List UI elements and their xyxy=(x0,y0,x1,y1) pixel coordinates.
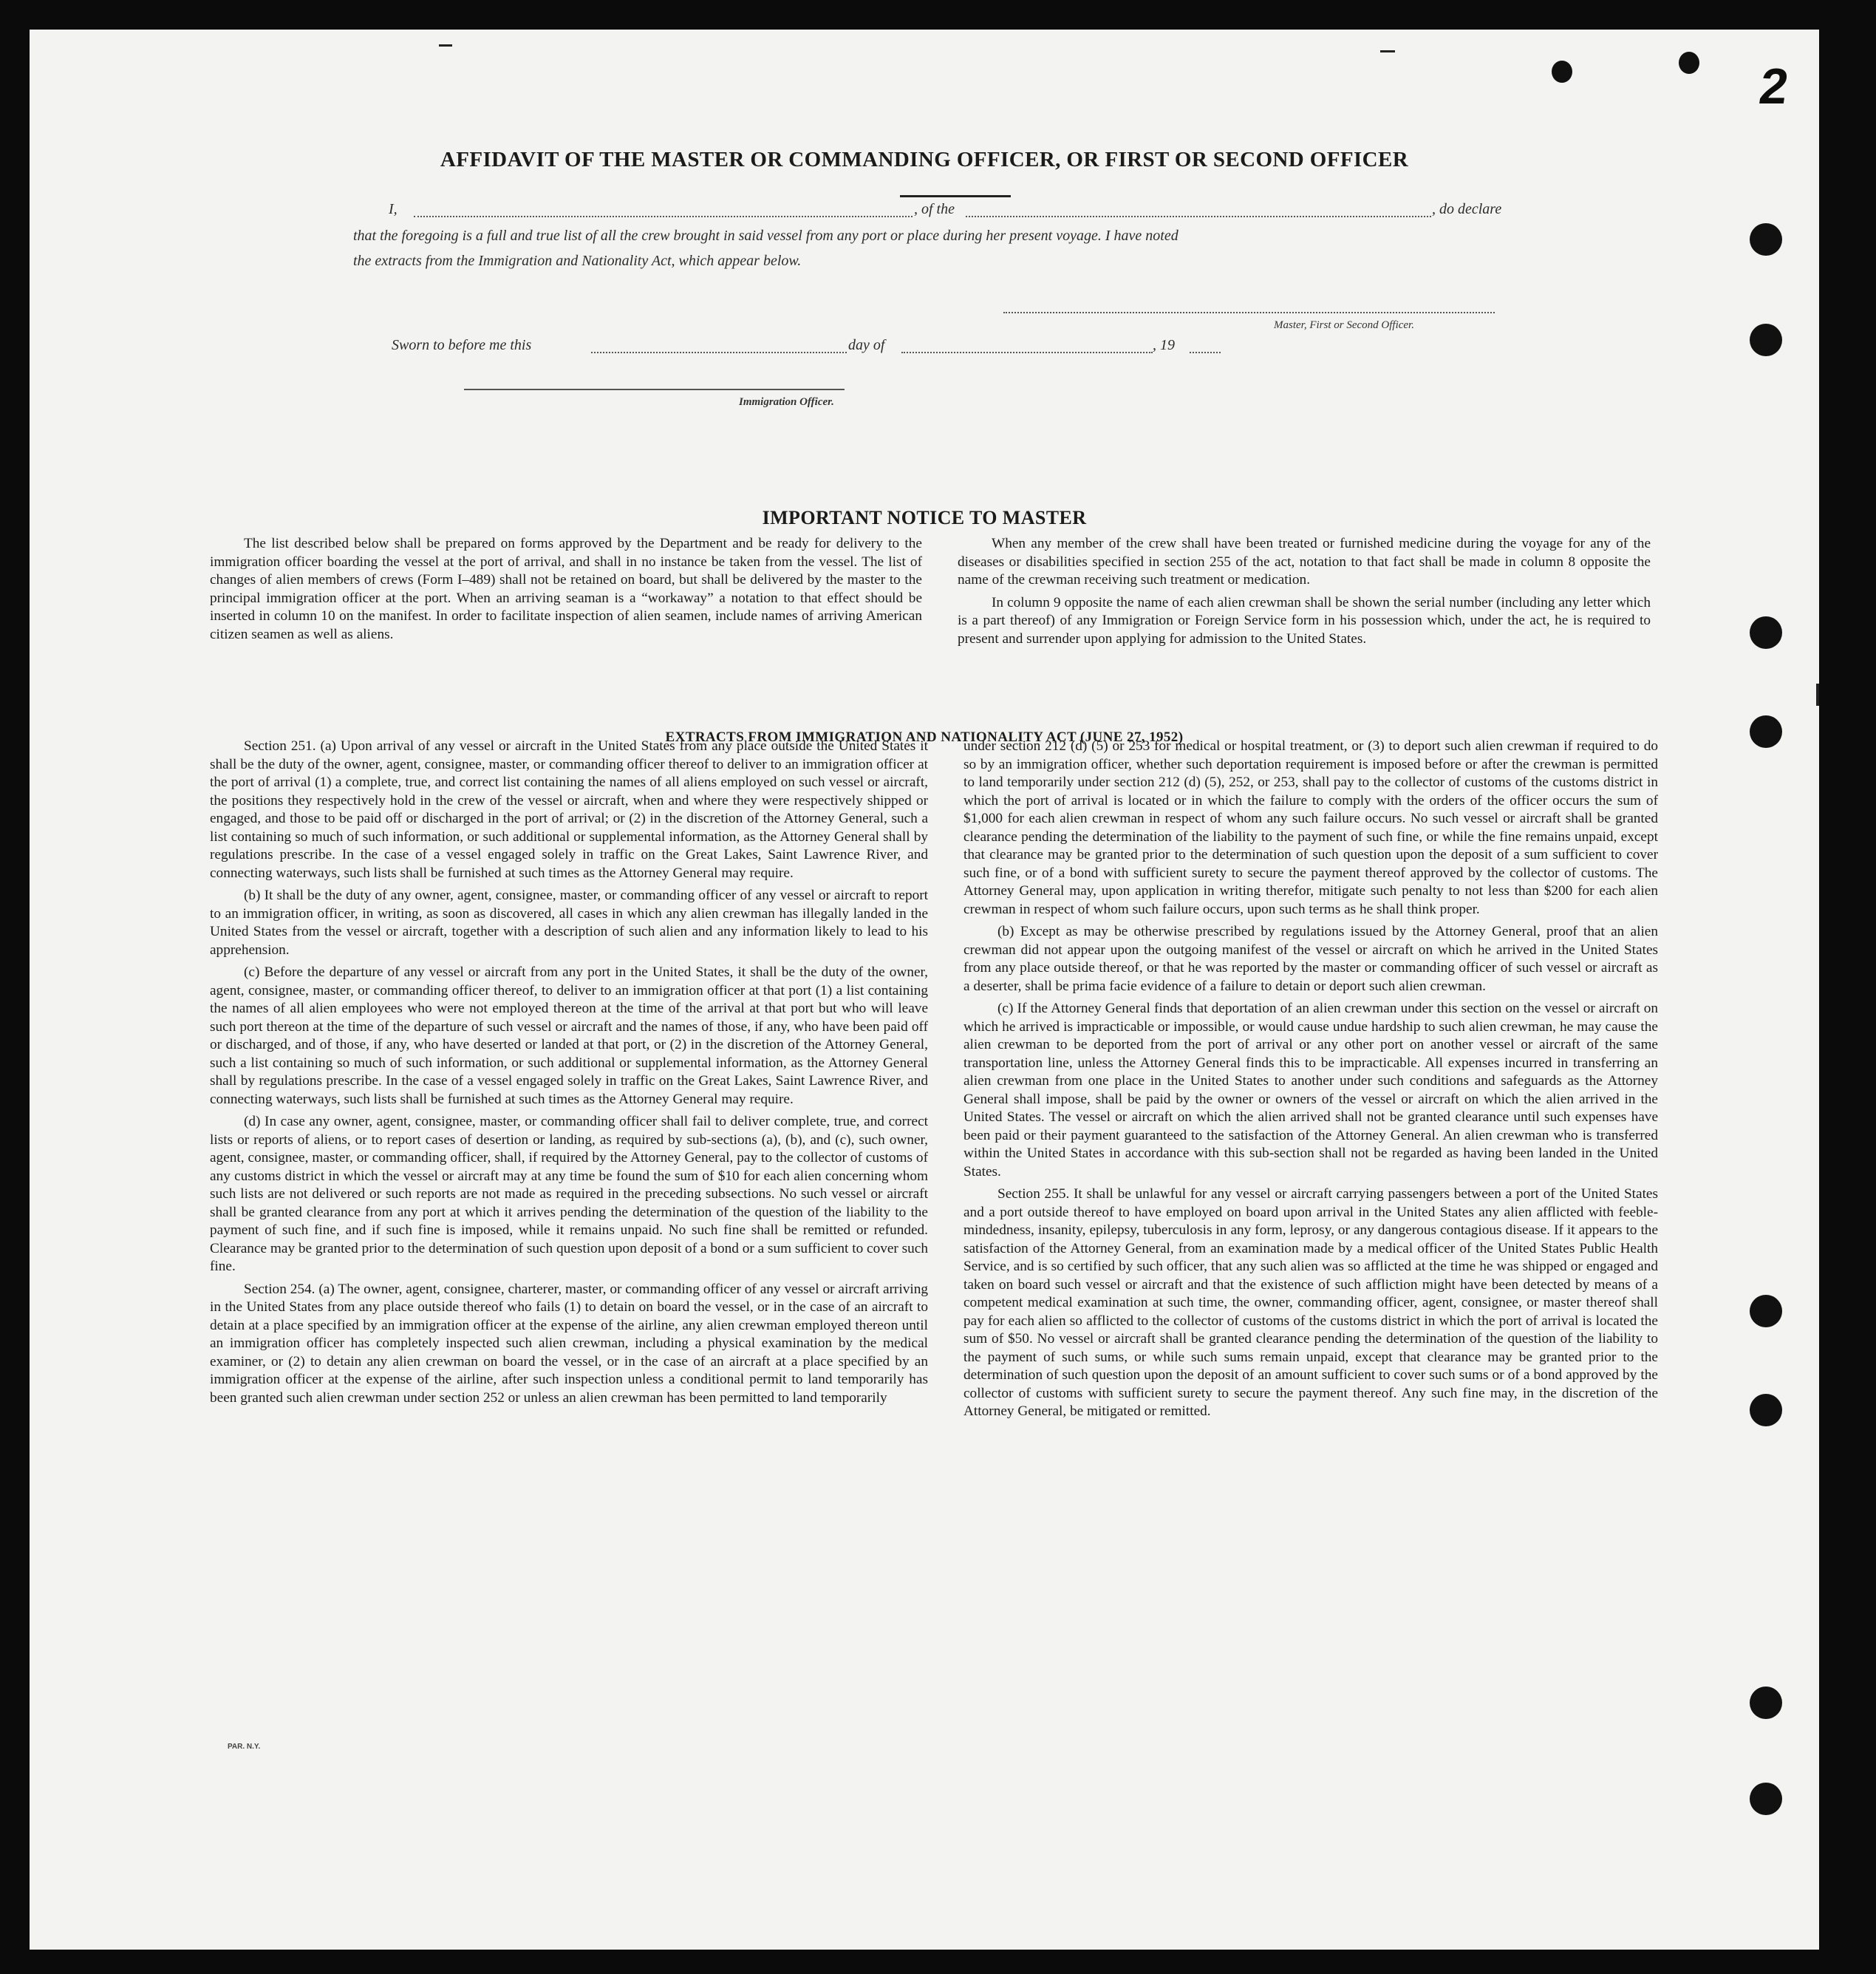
notice-right-column xyxy=(958,535,1651,653)
printer-mark: PAR. N.Y. xyxy=(228,1743,261,1751)
declarant-name-field[interactable] xyxy=(414,216,913,217)
punch-hole xyxy=(1552,61,1572,83)
punch-hole xyxy=(1750,1687,1782,1719)
of-the-label: , of the xyxy=(914,201,955,217)
vessel-name-field[interactable] xyxy=(966,216,1431,217)
scan-speck xyxy=(1380,50,1395,52)
sworn-day-field[interactable] xyxy=(591,352,847,353)
section-251-d: (d) In case any owner, agent, consignee, master, or commanding officer shall fail to deliver complete, true, and correct lists or reports of aliens, or to report cases of desertion or landing, as required by sub-sections (a), (b), and (c), such owner, agent, consignee, master, or commanding officer, shall, if required by the Attorney General, pay to the collector of customs of any customs district in which the vessel or aircraft may at any time be found the sum of $10 for each alien concerning whom such lists are not delivered or such reports are not made as required in the preceding subsections. No such vessel or aircraft shall be granted clearance from any port at which it arrives pending the determination of the question of the liability to the payment of such fine, and if such fine is imposed, while it remains unpaid. No such fine shall be remitted or refunded. Clearance may be granted prior to the determination of such question upon deposit of a bond or a sum sufficient to cover such fine. xyxy=(210,1114,929,1274)
section-254-a-continued: under section 212 (d) (5) or 253 for medical or hospital treatment, or (3) to deport such alien crewman if required to do so by an immigration officer, whether such deportation requirement is imposed before or after the crewman is permitted to land temporarily under section 212 (d) (5), 252, or 253, shall pay to the collector of customs of the customs district in which the port of arrival is located or in which the failure to comply with the orders of the officer occurs the sum of $1,000 for each alien crewman in respect of whom any such failure occurs. No such vessel or aircraft shall be granted clearance pending the determination of the liability to the payment of such fine, or while the fine remains unpaid, except that clearance may be granted prior to the determination of such question upon the deposit of a sum sufficient to cover such fine, or of a bond with sufficient surety to secure the payment thereof approved by the collector of customs. The Attorney General may, upon application in writing therefor, mitigate such penalty to not less than $200 for each alien crewman in respect of whom such failure occurs, upon such terms as he shall think proper. xyxy=(963,738,1658,917)
immigration-officer-signature-line[interactable] xyxy=(464,389,845,390)
day-of-label: day of xyxy=(848,337,885,353)
notice-title: IMPORTANT NOTICE TO MASTER xyxy=(762,507,1087,528)
master-signature-caption: Master, First or Second Officer. xyxy=(1274,319,1414,331)
punch-hole xyxy=(1750,616,1782,649)
page-number: 2 xyxy=(1756,58,1793,115)
year-label: , 19 xyxy=(1153,337,1175,353)
master-signature-field[interactable] xyxy=(1003,312,1495,313)
sworn-label: Sworn to before me this xyxy=(392,337,532,353)
section-251-a: Section 251. (a) Upon arrival of any vessel or aircraft in the United States from any place outside the United States it shall be the duty of the owner, agent, consignee, master, or commanding officer thereof to deliver to an immigration officer at the port of arrival (1) a complete, true, and correct list containing the names of all aliens employed on such vessel or aircraft, the positions they respectively hold in the crew of the vessel or aircraft, when and where they were respectively shipped or engaged, and those to be paid off or discharged in the port of arrival; or (2) in the discretion of the Attorney General, such a list containing so much of such information, or such additional or supplemental information, as the Attorney General shall by regulations prescribe. In the case of a vessel engaged solely in traffic on the Great Lakes, Saint Lawrence River, and connecting waterways, such lists shall be furnished at such times as the Attorney General may require. xyxy=(210,738,928,881)
extracts-title: EXTRACTS FROM IMMIGRATION AND NATIONALITY ACT (JUNE 27, 1952) xyxy=(665,729,1184,745)
affidavit-statement-line-2: the extracts from the Immigration and Nationality Act, which appear below. xyxy=(353,253,802,269)
scan-speck xyxy=(1816,684,1819,706)
punch-hole xyxy=(1750,1295,1782,1327)
punch-hole xyxy=(1750,1394,1782,1426)
punch-hole xyxy=(1750,223,1782,256)
declare-label: , do declare xyxy=(1432,201,1502,217)
section-254-c: (c) If the Attorney General finds that deportation of an alien crewman under this section on the vessel or aircraft on which he arrived is impracticable or impossible, or would cause undue hardship to such alien crewman, he may cause the alien crewman to be deported from the port of arrival or any other port on another vessel or aircraft of the same transportation line, unless the Attorney General finds this to be impracticable. All expenses incurred in transferring an alien crewman from one place in the United States to another under such conditions and safeguards as the Attorney General shall impose, shall be paid by the owner or owners of the vessel or aircraft on which the alien arrived in the United States. The vessel or aircraft on which the alien arrived shall not be granted clearance until such expenses have been paid or their payment guaranteed to the satisfaction of the Attorney General. An alien crewman who is transferred within the United States in accordance with this sub-section shall not be regarded as having been landed in the United States. xyxy=(963,1001,1658,1180)
scan-speck xyxy=(439,44,452,47)
affidavit-statement-line-1: that the foregoing is a full and true list of all the crew brought in said vessel from any port or place during her present voyage. I have noted xyxy=(353,228,1179,244)
section-251-c: (c) Before the departure of any vessel or aircraft from any port in the United States, it shall be the duty of the owner, agent, consignee, master, or commanding officer thereof, to deliver to an immigration officer at that port (1) a list containing the names of all alien employees who were not employed thereon at the time of the arrival at that port but who will leave such port thereon at the time of the departure of such vessel or aircraft and the names of those, if any, who have been paid off or discharged, and of those, if any, who have deserted or landed at that port, or (2) in the discretion of the Attorney General, such a list containing so much of such information, or such additional or supplemental information, as the Attorney General shall by regulations prescribe. In the case of a vessel engaged solely in traffic on the Great Lakes, Saint Lawrence River, and connecting waterways, such lists shall be furnished at such times as the Attorney General may require. xyxy=(210,964,928,1107)
title-rule xyxy=(900,195,1011,197)
declarant-label: I, xyxy=(389,201,398,217)
section-254-b: (b) Except as may be otherwise prescribed by regulations issued by the Attorney General, proof that an alien crewman did not appear upon the outgoing manifest of the vessel or aircraft on which he arrived in the United States from any place outside thereof, or that he was reported by the master or commanding officer of such vessel or aircraft as a deserter, shall be prima facie evidence of a failure to detain or deport such alien crewman. xyxy=(963,924,1658,994)
notice-left-paragraph: The list described below shall be prepared on forms approved by the Department and be ready for delivery to the immigration officer boarding the vessel at the port of arrival, and shall in no instance be taken from the vessel. The list of changes of alien members of crews (Form I–489) shall not be retained on board, but shall be delivered by the master to the principal immigration officer at the port. When an arriving seaman is a “workaway” a notation to that effect should be inserted in column 10 on the manifest. In order to facilitate inspection of alien seamen, include names of arriving American citizen seamen as well as aliens. xyxy=(210,536,922,642)
affidavit-title: AFFIDAVIT OF THE MASTER OR COMMANDING OFFICER, OR FIRST OR SECOND OFFICER xyxy=(440,148,1409,171)
notice-left-column xyxy=(210,535,922,648)
sworn-year-field[interactable] xyxy=(1190,352,1221,353)
section-251-b: (b) It shall be the duty of any owner, agent, consignee, master, or commanding officer of any vessel or aircraft to report to an immigration officer, in writing, as soon as discovered, all cases in which any alien crewman has illegally landed in the United States from the vessel or aircraft, together with a description of such alien and any information likely to lead to his apprehension. xyxy=(210,888,928,958)
punch-hole xyxy=(1679,52,1699,74)
notice-right-paragraph-2: In column 9 opposite the name of each alien crewman shall be shown the serial number (including any letter which is a part thereof) of any Immigration or Foreign Service form in his possession which, under the act, he is required to present and surrender upon applying for admission to the United States. xyxy=(958,594,1651,647)
form-page xyxy=(30,30,1819,1950)
punch-hole xyxy=(1750,1783,1782,1815)
punch-hole xyxy=(1750,324,1782,356)
section-254-a: Section 254. (a) The owner, agent, consignee, charterer, master, or commanding officer of any vessel or aircraft arriving in the United States from any place outside thereof who fails (1) to detain on board the vessel, or in the case of an aircraft to detain at a place specified by an immigration officer at the expense of the airline, any alien crewman employed thereon until an immigration officer has completely inspected such alien crewman, including a physical examination by the medical examiner, or (2) to detain any alien crewman on board the vessel, or in the case of an aircraft at a place specified by an immigration officer at the expense of the airline, after such inspection unless a conditional permit to land temporarily has been granted such alien crewman under section 252 or unless an alien crewman has been permitted to land temporarily xyxy=(210,1281,928,1406)
sworn-month-field[interactable] xyxy=(901,352,1153,353)
extracts-left-column xyxy=(210,738,928,1412)
extracts-right-column xyxy=(963,738,1658,1426)
notice-right-paragraph-1: When any member of the crew shall have been treated or furnished medicine during the voyage for any of the diseases or disabilities specified in section 255 of the act, notation to that fact shall be made in column 8 opposite the name of the crewman receiving such treatment or medication. xyxy=(958,536,1651,588)
section-255: Section 255. It shall be unlawful for any vessel or aircraft carrying passengers between a port of the United States and a port outside thereof to have employed on board upon arrival in the United States any alien afflicted with feeble-mindedness, insanity, epilepsy, tuberculosis in any form, leprosy, or any dangerous contagious disease. If it appears to the satisfaction of the Attorney General, from an examination made by a medical officer of the United States Public Health Service, and is so certified by such officer, that any such alien was so afflicted at the time he was shipped or engaged and taken on board such vessel or aircraft and that the existence of such affliction might have been detected by means of a competent medical examination at such time, the owner, commanding officer, agent, consignee, or master thereof shall pay for each alien so afflicted to the collector of customs of the customs district in which the port of arrival is located the sum of $50. No vessel or aircraft shall be granted clearance pending the determination of the question of the liability to the payment of such sums, or while such sums remain unpaid, except that clearance may be granted prior to the determination of such question upon the deposit of an amount sufficient to cover such sums or of a bond approved by the collector of customs with sufficient surety to secure the payment thereof. Any such fine may, in the discretion of the Attorney General, be mitigated or remitted. xyxy=(963,1186,1658,1419)
immigration-officer-caption: Immigration Officer. xyxy=(739,396,834,408)
